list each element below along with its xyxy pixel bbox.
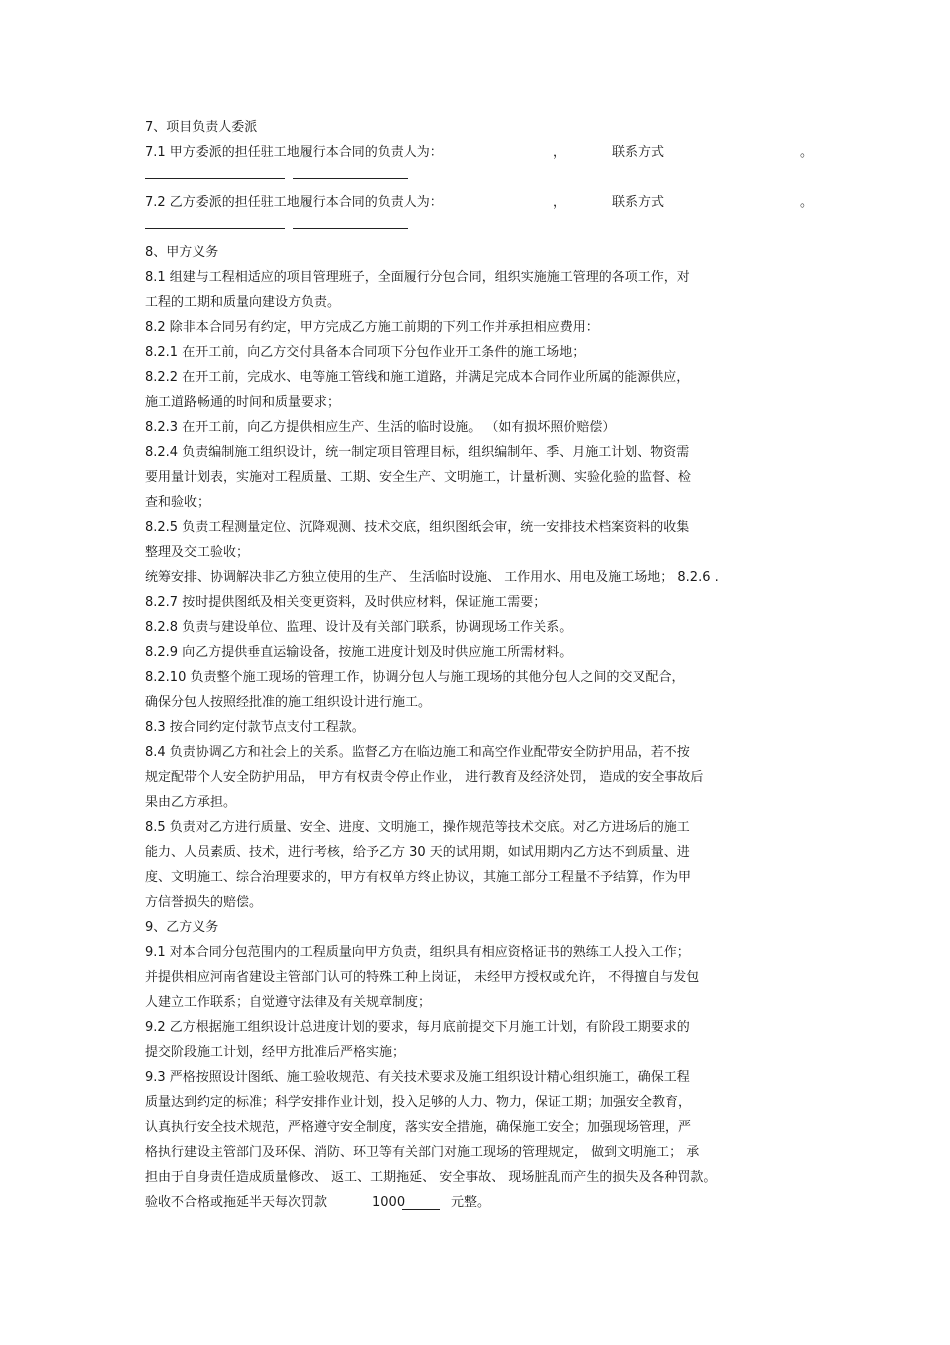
clause-8-1: 8.1 组建与工程相适应的项目管理班子，全面履行分包合同，组织实施施工管理的各项工作，对 <box>145 270 690 285</box>
clause-7-2-end: 。 <box>800 195 814 210</box>
clause-8-2-1: 8.2.1 在开工前，向乙方交付具备本合同项下分包作业开工条件的施工场地； <box>145 345 586 360</box>
section-8-heading: 8、甲方义务 <box>145 245 219 260</box>
clause-8-2-5: 8.2.5 负责工程测量定位、沉降观测、技术交底，组织图纸会审，统一安排技术档案资料的收集 <box>145 520 690 535</box>
clause-7-2-comma: ， <box>553 195 567 210</box>
clause-9-2-cont: 提交阶段施工计划，经甲方批准后严格实施； <box>145 1045 406 1060</box>
clause-8-1-cont: 工程的工期和质量向建设方负责。 <box>145 295 341 310</box>
clause-8-2-10-cont: 确保分包人按照经批准的施工组织设计进行施工。 <box>145 695 432 710</box>
clause-8-5-cont: 能力、人员素质、技术，进行考核，给予乙方 30 天的试用期，如试用期内乙方达不到质量、进 <box>145 845 690 860</box>
clause-8-5: 8.5 负责对乙方进行质量、安全、进度、文明施工，操作规范等技术交底。对乙方进场后的施工 <box>145 820 690 835</box>
clause-8-2-2: 8.2.2 在开工前，完成水、电等施工管线和施工道路，并满足完成本合同作业所属的能源供应， <box>145 370 690 385</box>
clause-8-2-8: 8.2.8 负责与建设单位、监理、设计及有关部门联系，协调现场工作关系。 <box>145 620 573 635</box>
clause-7-2-contact-label: 联系方式 <box>612 195 665 210</box>
clause-8-4: 8.4 负责协调乙方和社会上的关系。监督乙方在临边施工和高空作业配带安全防护用品，若不按 <box>145 745 690 760</box>
clause-7-1-comma: ， <box>553 145 567 160</box>
clause-8-4-cont2: 果由乙方承担。 <box>145 795 237 810</box>
clause-9-3-cont2: 认真执行安全技术规范，严格遵守安全制度，落实安全措施，确保施工安全；加强现场管理，严 <box>145 1120 692 1135</box>
clause-9-3: 9.3 严格按照设计图纸、施工验收规范、有关技术要求及施工组织设计精心组织施工，确保工程 <box>145 1070 690 1085</box>
clause-8-2-3: 8.2.3 在开工前，向乙方提供相应生产、生活的临时设施。 （如有损坏照价赔偿） <box>145 420 616 435</box>
clause-9-3-cont3: 格执行建设主管部门及环保、消防、环卫等有关部门对施工现场的管理规定， 做到文明施工； 承 <box>145 1145 700 1160</box>
clause-8-2-10: 8.2.10 负责整个施工现场的管理工作，协调分包人与施工现场的其他分包人之间的交叉配合， <box>145 670 685 685</box>
clause-7-1-contact-label: 联系方式 <box>612 145 665 160</box>
clause-8-2-6: 统筹安排、协调解决非乙方独立使用的生产、 生活临时设施、 工作用水、用电及施工场地； 8.2.6 . <box>145 570 719 585</box>
clause-8-3: 8.3 按合同约定付款节点支付工程款。 <box>145 720 365 735</box>
clause-8-2-7: 8.2.7 按时提供图纸及相关变更资料，及时供应材料，保证施工需要； <box>145 595 547 610</box>
clause-7-1-contact-blank <box>293 178 408 179</box>
clause-9-3-cont: 质量达到约定的标准；科学安排作业计划，投入足够的人力、物力，保证工期；加强安全教育， <box>145 1095 692 1110</box>
clause-8-2-4-cont: 要用量计划表，实施对工程质量、工期、安全生产、文明施工，计量析测、实验化验的监督、检 <box>145 470 692 485</box>
clause-9-1-cont: 并提供相应河南省建设主管部门认可的特殊工种上岗证， 未经甲方授权或允许， 不得擅自与发包 <box>145 970 700 985</box>
section-7-heading: 7、项目负责人委派 <box>145 120 258 135</box>
clause-8-2-5-cont: 整理及交工验收； <box>145 545 250 560</box>
clause-8-2: 8.2 除非本合同另有约定，甲方完成乙方施工前期的下列工作并承担相应费用： <box>145 320 599 335</box>
section-9-heading: 9、乙方义务 <box>145 920 219 935</box>
penalty-amount: 1000 <box>372 1195 406 1210</box>
clause-8-2-2-cont: 施工道路畅通的时间和质量要求； <box>145 395 341 410</box>
clause-9-1-cont2: 人建立工作联系；自觉遵守法律及有关规章制度； <box>145 995 432 1010</box>
penalty-amount-underline <box>402 1209 440 1210</box>
clause-7-2-name-blank <box>145 228 285 229</box>
clause-8-5-cont2: 度、文明施工、综合治理要求的，甲方有权单方终止协议，其施工部分工程量不予结算，作为甲 <box>145 870 692 885</box>
clause-9-1: 9.1 对本合同分包范围内的工程质量向甲方负责，组织具有相应资格证书的熟练工人投入工作； <box>145 945 690 960</box>
penalty-line: 验收不合格或拖延半天每次罚款 <box>145 1195 328 1210</box>
clause-8-4-cont: 规定配带个人安全防护用品， 甲方有权责令停止作业， 进行教育及经济处罚， 造成的安全事故后 <box>145 770 704 785</box>
clause-8-2-4: 8.2.4 负责编制施工组织设计，统一制定项目管理目标，组织编制年、季、月施工计划、物资需 <box>145 445 690 460</box>
clause-7-2-contact-blank <box>293 228 408 229</box>
clause-7-1: 7.1 甲方委派的担任驻工地履行本合同的负责人为： <box>145 145 443 160</box>
clause-7-1-name-blank <box>145 178 285 179</box>
clause-8-5-cont3: 方信誉损失的赔偿。 <box>145 895 263 910</box>
clause-9-3-cont4: 担由于自身责任造成质量修改、 返工、工期拖延、 安全事故、 现场脏乱而产生的损失及各种罚款。 <box>145 1170 717 1185</box>
clause-9-2: 9.2 乙方根据施工组织设计总进度计划的要求，每月底前提交下月施工计划，有阶段工期要求的 <box>145 1020 690 1035</box>
clause-7-2: 7.2 乙方委派的担任驻工地履行本合同的负责人为： <box>145 195 443 210</box>
clause-7-1-end: 。 <box>800 145 814 160</box>
clause-8-2-9: 8.2.9 向乙方提供垂直运输设备，按施工进度计划及时供应施工所需材料。 <box>145 645 573 660</box>
penalty-unit: 元整。 <box>451 1195 491 1210</box>
clause-8-2-4-cont2: 查和验收； <box>145 495 211 510</box>
